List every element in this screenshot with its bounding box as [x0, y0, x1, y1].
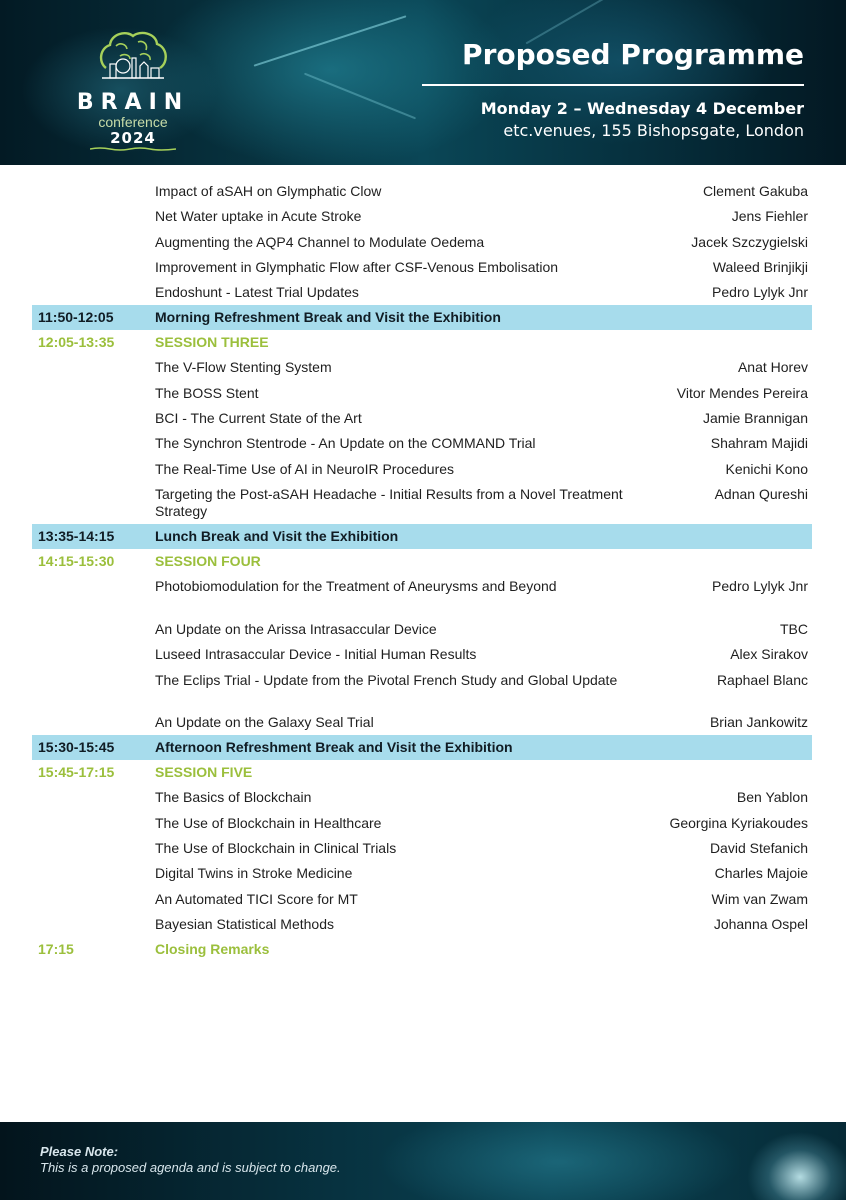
row-time: 15:30-15:45	[38, 739, 115, 756]
talk-row	[32, 230, 812, 255]
row-topic: The Real-Time Use of AI in NeuroIR Procedures	[155, 460, 455, 477]
row-speaker: Vitor Mendes Pereira	[676, 384, 808, 401]
note-label: Please Note:	[40, 1144, 119, 1159]
row-speaker: Charles Majoie	[714, 865, 808, 882]
talk-row	[32, 574, 812, 617]
row-topic: Luseed Intrasaccular Device - Initial Human Results	[155, 646, 477, 663]
row-topic: An Update on the Arissa Intrasaccular Device	[155, 620, 437, 637]
talk-row	[32, 406, 812, 431]
row-speaker: Jamie Brannigan	[702, 410, 808, 427]
row-topic: The V-Flow Stenting System	[155, 359, 332, 376]
row-speaker: Anat Horev	[737, 359, 808, 376]
row-speaker: Georgina Kyriakoudes	[669, 814, 808, 831]
row-topic: Impact of aSAH on Glymphatic Clow	[155, 183, 382, 199]
page-title: Proposed Programme	[462, 38, 804, 71]
row-topic: The BOSS Stent	[155, 384, 259, 401]
talk-row	[32, 280, 812, 305]
brain-conference-logo	[68, 28, 198, 153]
logo-wave-icon	[90, 147, 176, 151]
title-divider	[422, 84, 804, 86]
session-row	[32, 760, 812, 785]
row-time: 15:45-17:15	[38, 764, 115, 781]
row-topic: Lunch Break and Visit the Exhibition	[155, 528, 399, 545]
closing-row	[32, 937, 812, 962]
row-topic: Augmenting the AQP4 Channel to Modulate Oedema	[155, 233, 485, 250]
talk-row	[32, 642, 812, 667]
talk-row	[32, 179, 812, 204]
talk-row	[32, 710, 812, 735]
row-topic: Endoshunt - Latest Trial Updates	[155, 284, 359, 301]
talk-row	[32, 255, 812, 280]
row-time: 13:35-14:15	[38, 528, 115, 545]
header-glow-line	[304, 73, 416, 120]
talk-row	[32, 811, 812, 836]
programme-table	[32, 179, 812, 962]
logo-brand: BRAIN	[76, 90, 190, 115]
row-speaker: Kenichi Kono	[725, 460, 808, 477]
talk-row	[32, 836, 812, 861]
row-topic: The Basics of Blockchain	[155, 789, 312, 806]
session-row	[32, 549, 812, 574]
row-topic: Digital Twins in Stroke Medicine	[155, 865, 353, 882]
row-topic: Bayesian Statistical Methods	[155, 915, 334, 932]
talk-row	[32, 355, 812, 380]
talk-row	[32, 204, 812, 229]
row-topic: Targeting the Post-aSAH Headache - Initial Results from a Novel Treatment Strategy	[155, 485, 623, 519]
talk-row	[32, 912, 812, 937]
talk-row	[32, 887, 812, 912]
session-row	[32, 330, 812, 355]
row-time: 12:05-13:35	[38, 334, 115, 351]
talk-row	[32, 431, 812, 456]
talk-row	[32, 482, 812, 525]
header-glow-line	[254, 15, 407, 66]
row-speaker: Johanna Ospel	[713, 915, 808, 932]
logo-year: 2024	[110, 129, 156, 147]
row-topic: The Use of Blockchain in Healthcare	[155, 814, 382, 831]
row-topic: SESSION FOUR	[155, 553, 261, 570]
row-topic: SESSION THREE	[155, 334, 269, 351]
row-topic: BCI - The Current State of the Art	[155, 410, 362, 427]
row-topic: Improvement in Glymphatic Flow after CSF-Venous Embolisation	[155, 258, 559, 275]
row-time: 17:15	[38, 941, 74, 958]
row-topic: The Eclips Trial - Update from the Pivotal French Study and Global Update	[155, 671, 618, 688]
talk-row	[32, 617, 812, 642]
header-banner	[0, 0, 846, 165]
row-time: 11:50-12:05	[38, 309, 114, 326]
break-row	[32, 735, 812, 760]
row-topic: The Use of Blockchain in Clinical Trials	[155, 839, 397, 856]
row-topic: Afternoon Refreshment Break and Visit the Exhibition	[155, 739, 513, 756]
row-topic: The Synchron Stentrode - An Update on the COMMAND Trial	[155, 435, 536, 452]
row-speaker: Ben Yablon	[736, 789, 808, 806]
row-speaker: Raphael Blanc	[716, 671, 808, 688]
event-venue: etc.venues, 155 Bishopsgate, London	[503, 121, 804, 140]
note-text: This is a proposed agenda and is subject to change.	[40, 1160, 341, 1175]
row-speaker: Waleed Brinjikji	[712, 258, 808, 275]
logo-sub: conference	[98, 114, 168, 130]
talk-row	[32, 457, 812, 482]
row-speaker: Jens Fiehler	[731, 208, 808, 225]
row-speaker: Jacek Szczygielski	[691, 233, 808, 250]
row-topic: SESSION FIVE	[155, 764, 253, 781]
talk-row	[32, 861, 812, 886]
row-speaker: Adnan Qureshi	[714, 485, 808, 502]
row-speaker: Brian Jankowitz	[709, 714, 808, 731]
row-speaker: TBC	[780, 620, 808, 637]
talk-row	[32, 668, 812, 711]
row-speaker: Clement Gakuba	[702, 183, 808, 199]
break-row	[32, 305, 812, 330]
row-topic: Morning Refreshment Break and Visit the Exhibition	[155, 309, 501, 326]
event-dates: Monday 2 – Wednesday 4 December	[480, 99, 804, 118]
row-speaker: David Stefanich	[709, 839, 808, 856]
footer-banner	[0, 1122, 846, 1200]
row-topic: Photobiomodulation for the Treatment of Aneurysms and Beyond	[155, 578, 557, 595]
row-topic: Closing Remarks	[155, 941, 270, 958]
row-topic: An Update on the Galaxy Seal Trial	[155, 714, 374, 731]
row-speaker: Pedro Lylyk Jnr	[712, 284, 808, 301]
talk-row	[32, 381, 812, 406]
row-speaker: Wim van Zwam	[711, 890, 808, 907]
break-row	[32, 524, 812, 549]
row-speaker: Alex Sirakov	[730, 646, 808, 663]
row-speaker: Pedro Lylyk Jnr	[712, 578, 808, 595]
brain-skyline-icon	[96, 28, 170, 84]
row-speaker: Shahram Majidi	[710, 435, 808, 452]
row-topic: Net Water uptake in Acute Stroke	[155, 208, 362, 225]
row-topic: An Automated TICI Score for MT	[155, 890, 358, 907]
row-time: 14:15-15:30	[38, 553, 115, 570]
talk-row	[32, 785, 812, 810]
